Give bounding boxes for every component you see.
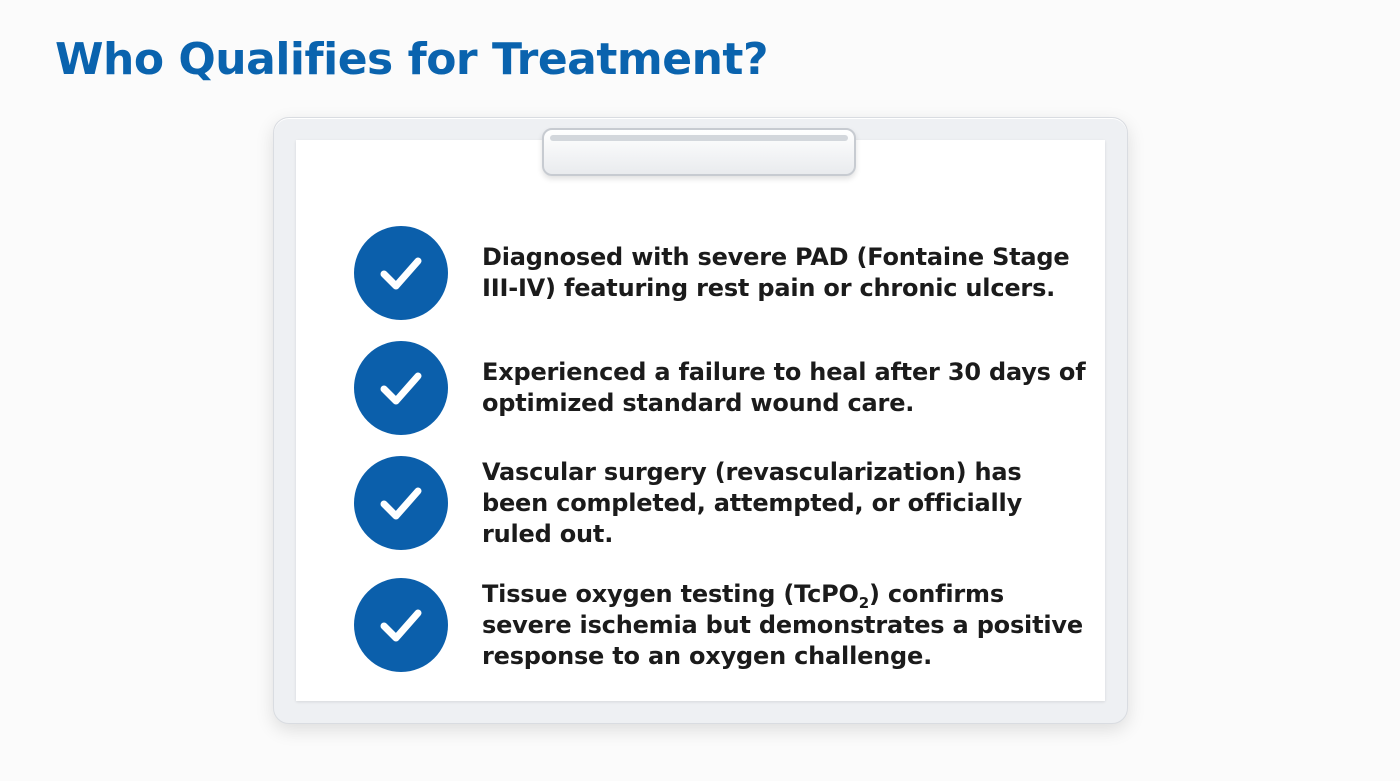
criteria-item: [354, 456, 1092, 550]
slide-title: Who Qualifies for Treatment?: [55, 34, 768, 85]
criteria-item: [354, 341, 1092, 435]
clipboard-paper: [296, 140, 1105, 701]
clipboard: [273, 117, 1128, 724]
checkmark-icon: [354, 456, 448, 550]
criteria-text: [482, 579, 1092, 672]
checkmark-icon: [354, 226, 448, 320]
criteria-text-part: Tissue oxygen testing (TcPO: [482, 579, 859, 608]
criteria-item: [354, 578, 1092, 672]
criteria-text: Vascular surgery (revascularization) has been completed, attempted, or officially ruled out.: [482, 457, 1023, 548]
criteria-text-part: ) confirms severe ischemia but demonstrates a positive response to an oxygen challenge.: [482, 579, 1083, 670]
clipboard-clip-icon: [542, 128, 856, 176]
criteria-text: Experienced a failure to heal after 30 days of optimized standard wound care.: [482, 358, 1086, 417]
criteria-item: [354, 226, 1092, 320]
checkmark-icon: [354, 341, 448, 435]
criteria-text: Diagnosed with severe PAD (Fontaine Stage III-IV) featuring rest pain or chronic ulcers.: [482, 243, 1070, 302]
checkmark-icon: [354, 578, 448, 672]
criteria-subscript: 2: [858, 593, 869, 612]
